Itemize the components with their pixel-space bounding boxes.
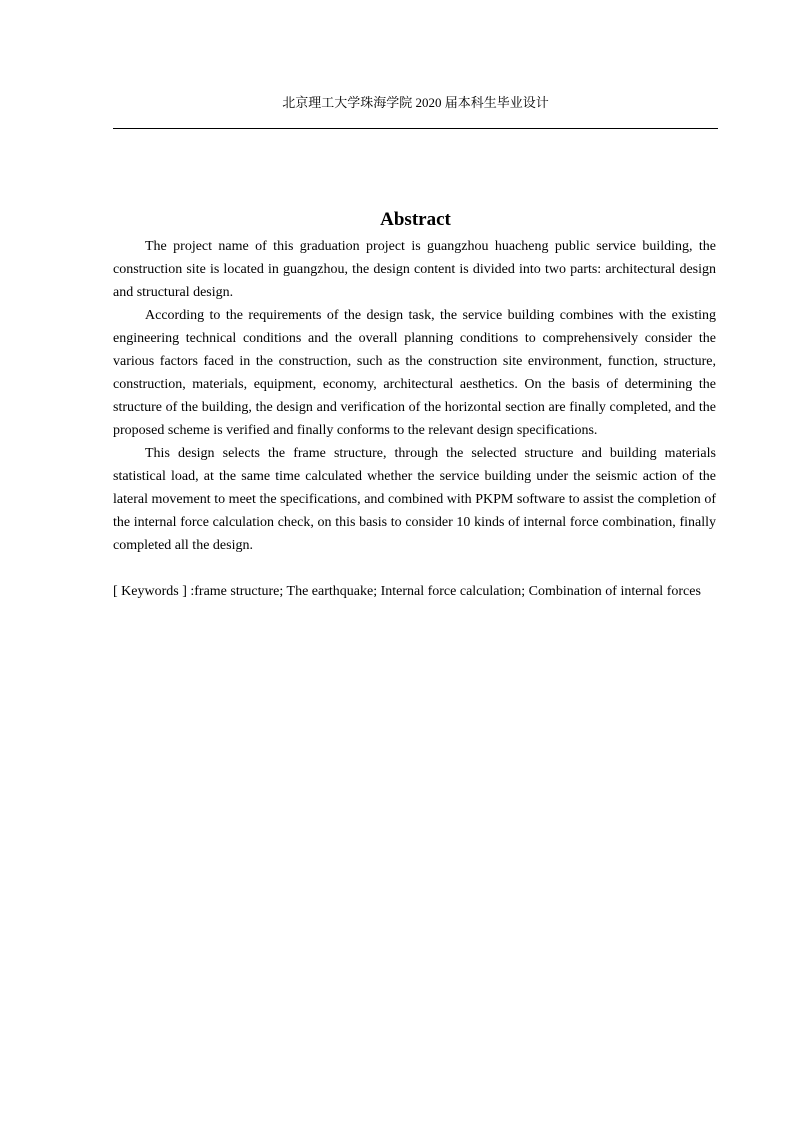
abstract-body (113, 235, 716, 603)
abstract-paragraph: This design selects the frame structure, through the selected structure and building materials statistical load, at the same time calculated whether the service building under the seismic action of the lateral movement to meet the specifications, and combined with PKPM software to assist the completion of the internal force calculation check, on this basis to consider 10 kinds of internal force combination, finally completed all the design. (113, 446, 716, 553)
abstract-title: Abstract (380, 209, 451, 230)
abstract-paragraph: According to the requirements of the design task, the service building combines with the existing engineering technical conditions and the overall planning conditions to comprehensively consider the various factors faced in the construction, such as the construction site environment, function, structure, construction, materials, equipment, economy, architectural aesthetics. On the basis of determining the structure of the building, the design and verification of the horizontal section are finally completed, and the proposed scheme is verified and finally conforms to the relevant design specifications. (113, 308, 716, 438)
abstract-paragraph: The project name of this graduation project is guangzhou huacheng public service building, the construction site is located in guangzhou, the design content is divided into two parts: architectural design and structural design. (113, 239, 716, 300)
keywords-line: [ Keywords ] :frame structure; The earthquake; Internal force calculation; Combination of internal forces (113, 584, 701, 599)
page-header: 北京理工大学珠海学院 2020 届本科生毕业设计 (282, 95, 549, 110)
header-divider (113, 128, 718, 129)
